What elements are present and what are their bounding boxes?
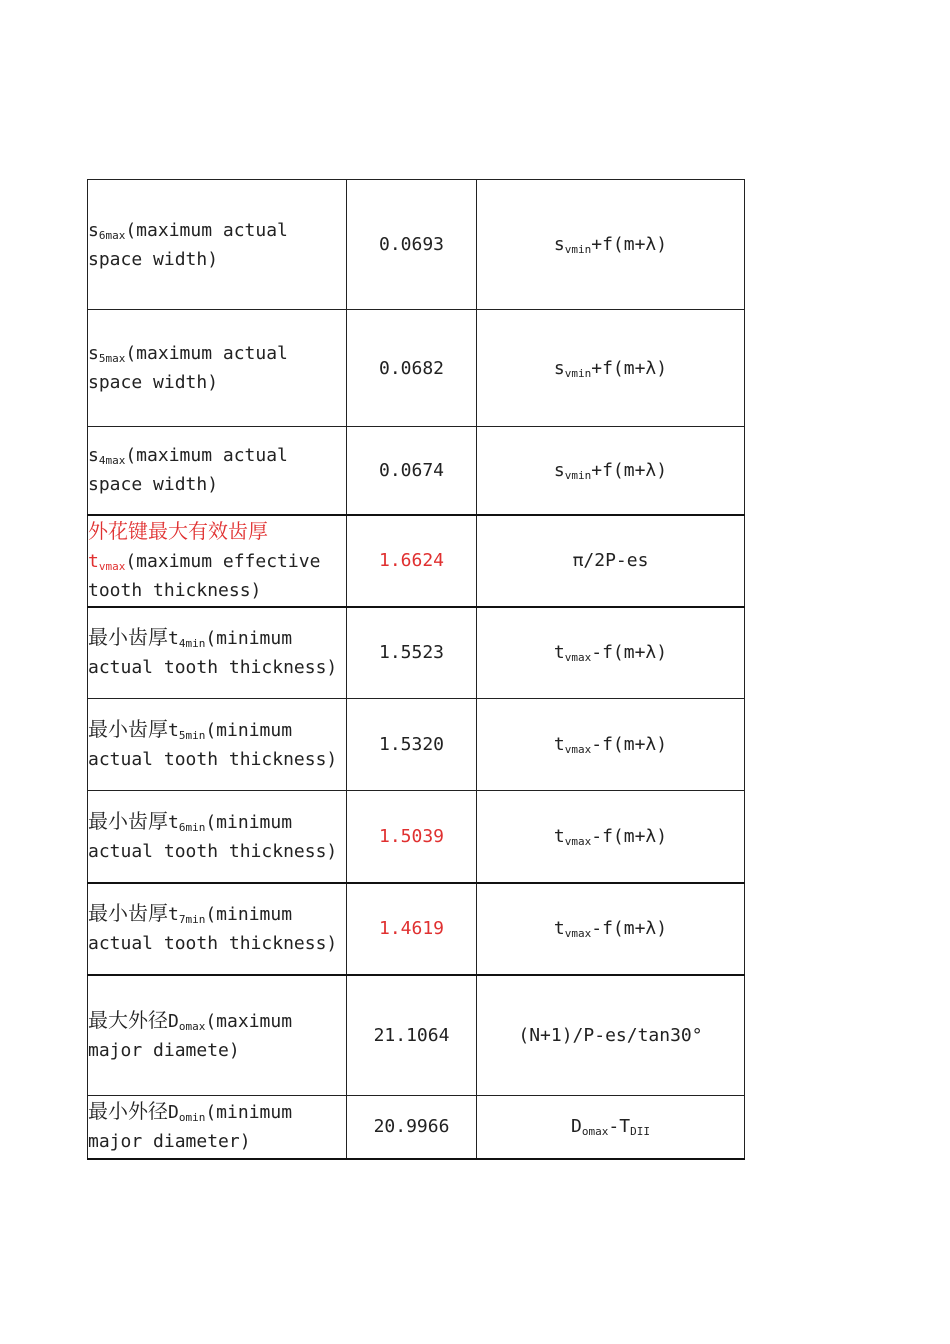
parameter-description: (maximum actual space width)	[88, 219, 288, 270]
parameter-chinese-name: 最小齿厚	[88, 808, 168, 833]
spline-spec-table	[87, 179, 745, 1160]
value-cell	[347, 607, 477, 699]
parameter-chinese-name: 最小齿厚	[88, 625, 168, 650]
parameter-chinese-name: 最小齿厚	[88, 901, 168, 925]
parameter-value: 0.0682	[378, 357, 445, 379]
parameter-name-cell	[88, 699, 347, 791]
parameter-description: (maximum effective tooth thickness)	[88, 550, 321, 601]
table-row	[88, 791, 745, 883]
formula-part: (N+1)/P-es/tan30°	[518, 1024, 703, 1046]
formula-part: t	[553, 825, 565, 847]
parameter-subscript: 4max	[98, 454, 126, 468]
parameter-symbol: s	[88, 445, 99, 467]
formula-part: t	[553, 642, 565, 664]
formula-subscript: vmin	[564, 366, 592, 380]
parameter-subscript: 7min	[178, 913, 206, 926]
formula-subscript: DII	[630, 1125, 650, 1139]
parameter-value: 0.0693	[378, 234, 445, 255]
parameter-chinese-name: 外花键最大有效齿厚	[88, 518, 268, 543]
parameter-symbol: D	[168, 1010, 179, 1032]
formula-part: s	[553, 357, 565, 379]
parameter-name-cell	[88, 427, 347, 515]
parameter-description: (minimum actual tooth thickness)	[88, 720, 338, 770]
formula-subscript: vmax	[564, 743, 592, 756]
value-cell	[347, 427, 477, 515]
formula-part: t	[553, 918, 565, 939]
value-cell	[347, 699, 477, 791]
parameter-subscript: 6min	[178, 820, 206, 834]
parameter-name-cell	[88, 180, 347, 310]
formula-part: π/2P-es	[572, 550, 649, 571]
parameter-name-cell	[88, 1096, 347, 1159]
parameter-subscript: 5max	[98, 352, 126, 365]
parameter-description: (minimum major diameter)	[88, 1102, 293, 1153]
parameter-chinese-name: 最大外径	[88, 1007, 168, 1032]
parameter-value: 20.9966	[373, 1116, 450, 1138]
value-cell	[347, 883, 477, 975]
parameter-chinese-name: 最小外径	[88, 1099, 168, 1124]
table-row	[88, 699, 745, 791]
formula-cell	[477, 607, 745, 699]
parameter-symbol: s	[88, 343, 99, 364]
parameter-subscript: omax	[178, 1019, 206, 1033]
parameter-description: (maximum actual space width)	[88, 343, 288, 393]
parameter-name-cell	[88, 975, 347, 1096]
value-cell	[347, 310, 477, 427]
parameter-value: 1.6624	[378, 550, 445, 571]
value-cell	[347, 1096, 477, 1159]
formula-cell	[477, 1096, 745, 1159]
table-row	[88, 180, 745, 310]
table-row	[88, 607, 745, 699]
parameter-value: 0.0674	[378, 459, 445, 481]
formula-subscript: vmax	[564, 834, 592, 848]
value-cell	[347, 791, 477, 883]
parameter-value: 1.4619	[378, 918, 445, 939]
parameter-name-cell	[88, 310, 347, 427]
parameter-name-cell	[88, 791, 347, 883]
parameter-chinese-name: 最小齿厚	[88, 717, 168, 741]
formula-subscript: omax	[581, 1125, 609, 1139]
parameter-value: 1.5320	[378, 734, 445, 755]
table-row	[88, 1096, 745, 1159]
parameter-symbol: t	[168, 811, 179, 833]
formula-part: s	[553, 459, 565, 481]
value-cell	[347, 975, 477, 1096]
value-cell	[347, 180, 477, 310]
parameter-subscript: omin	[178, 1111, 206, 1125]
formula-part: +f(m+λ)	[591, 357, 668, 379]
formula-part: +f(m+λ)	[591, 234, 668, 255]
formula-cell	[477, 791, 745, 883]
parameter-symbol: D	[168, 1102, 179, 1124]
formula-part: D	[571, 1116, 582, 1138]
formula-cell	[477, 883, 745, 975]
parameter-description: (minimum actual tooth thickness)	[88, 811, 338, 862]
formula-part: t	[553, 734, 565, 755]
formula-cell	[477, 180, 745, 310]
parameter-symbol: t	[168, 904, 179, 925]
formula-part: -f(m+λ)	[591, 642, 668, 664]
parameter-description: (maximum actual space width)	[88, 445, 288, 496]
parameter-symbol: t	[168, 628, 179, 650]
formula-subscript: vmin	[564, 243, 592, 256]
parameter-description: (maximum major diamete)	[88, 1010, 293, 1061]
parameter-value: 21.1064	[373, 1024, 450, 1046]
formula-cell	[477, 699, 745, 791]
parameter-value: 1.5523	[378, 642, 445, 664]
table-row	[88, 975, 745, 1096]
parameter-subscript: 5min	[178, 729, 206, 742]
formula-subscript: vmax	[564, 927, 592, 940]
parameter-symbol: t	[168, 720, 179, 741]
formula-cell	[477, 427, 745, 515]
table-row	[88, 310, 745, 427]
parameter-subscript: 4min	[178, 637, 206, 651]
table-row	[88, 427, 745, 515]
parameter-description: (minimum actual tooth thickness)	[88, 628, 338, 679]
formula-part: -f(m+λ)	[591, 918, 668, 939]
formula-part: -f(m+λ)	[591, 825, 668, 847]
parameter-name-cell	[88, 607, 347, 699]
table-row	[88, 883, 745, 975]
formula-subscript: vmax	[564, 651, 592, 665]
parameter-name-cell	[88, 515, 347, 607]
formula-part: s	[553, 234, 565, 255]
table-row	[88, 515, 745, 607]
parameter-value: 1.5039	[378, 825, 445, 847]
parameter-name-cell	[88, 883, 347, 975]
formula-cell	[477, 975, 745, 1096]
parameter-subscript: 6max	[98, 228, 126, 242]
formula-part: -f(m+λ)	[591, 734, 668, 755]
formula-cell	[477, 310, 745, 427]
parameter-subscript: vmax	[98, 559, 126, 573]
formula-part: -T	[608, 1116, 631, 1138]
formula-subscript: vmin	[564, 468, 592, 482]
formula-cell	[477, 515, 745, 607]
parameter-description: (minimum actual tooth thickness)	[88, 904, 338, 954]
parameter-symbol: s	[88, 219, 99, 241]
formula-part: +f(m+λ)	[591, 459, 668, 481]
value-cell	[347, 515, 477, 607]
parameter-symbol: t	[88, 550, 99, 572]
